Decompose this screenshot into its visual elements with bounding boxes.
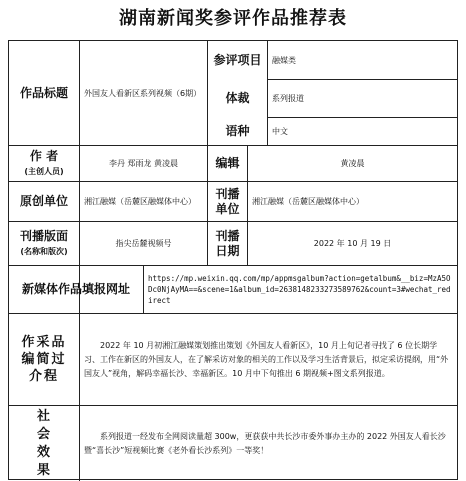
new-media-url-value[interactable]: https://mp.weixin.qq.com/mp/appmsgalbum?action=getalbum&__biz=MzA5ODc0NjAyMA==&scene=1&album_id=2638148233273589762&count=3#wechat_redirect xyxy=(148,274,451,305)
intro-value: 2022 年 10 月初湘江融媒策划推出策划《外国友人看新区》，10 月上旬记者寻找了 6 位长期学习、工作在新区的外国友人，在了解采访对象的相关的工作以及学习生活背景后，拟定采访提纲，用“外国友人”视角，解码幸福长沙、幸福新区。10 月中下旬推出 6 期视频+图文系列报道。 xyxy=(84,340,449,378)
editor-label: 编辑 xyxy=(215,156,240,170)
author-value: 李丹 郑雨龙 黄凌晨 xyxy=(108,159,179,168)
recommendation-table xyxy=(8,40,458,480)
publish-date-value: 2022 年 10 月 19 日 xyxy=(313,239,392,248)
work-title-value: 外国友人看新区系列视频（6期） xyxy=(84,88,202,98)
author-note: (主创人员) xyxy=(24,166,64,176)
publish-date-label: 刊播日期 xyxy=(215,228,240,258)
social-effect-label: 社会效果 xyxy=(37,408,55,478)
author-label: 作 者 xyxy=(29,148,59,163)
original-unit-label: 原创单位 xyxy=(19,194,68,208)
language-value: 中文 xyxy=(272,127,288,136)
publish-page-value: 指尖岳麓视频号 xyxy=(115,239,172,248)
publish-page-note: (名称和版次) xyxy=(20,246,68,256)
publish-unit-value: 湘江融媒（岳麓区融媒体中心） xyxy=(252,197,364,206)
social-effect-label-cell xyxy=(9,406,79,481)
work-title-label: 作品标题 xyxy=(19,85,68,100)
genre-label: 体裁 xyxy=(225,91,250,105)
genre-value: 系列报道 xyxy=(272,94,304,103)
social-effect-value: 系列报道一经发布全网阅读量超 300w，更获获中共长沙市委外事办主办的 2022 外国友人看长沙暨“喜长沙”短视频比赛《老外看长沙系列》一等奖！ xyxy=(84,431,446,455)
category-value: 融媒类 xyxy=(272,55,296,65)
new-media-url-label: 新媒体作品填报网址 xyxy=(21,282,130,296)
language-label: 语种 xyxy=(225,124,250,138)
original-unit-value: 湘江融媒（岳麓区融媒体中心） xyxy=(84,197,196,206)
publish-page-label: 刊播版面 xyxy=(19,228,68,243)
intro-label: 作采品编简过介程 xyxy=(21,335,67,384)
category-label: 参评项目 xyxy=(213,52,262,67)
editor-value: 黄凌晨 xyxy=(340,159,365,168)
publish-page-label-cell xyxy=(9,222,79,265)
author-label-cell xyxy=(9,146,79,181)
publish-unit-label: 刊播单位 xyxy=(215,186,240,216)
form-title: 湖南新闻奖参评作品推荐表 xyxy=(119,8,347,29)
